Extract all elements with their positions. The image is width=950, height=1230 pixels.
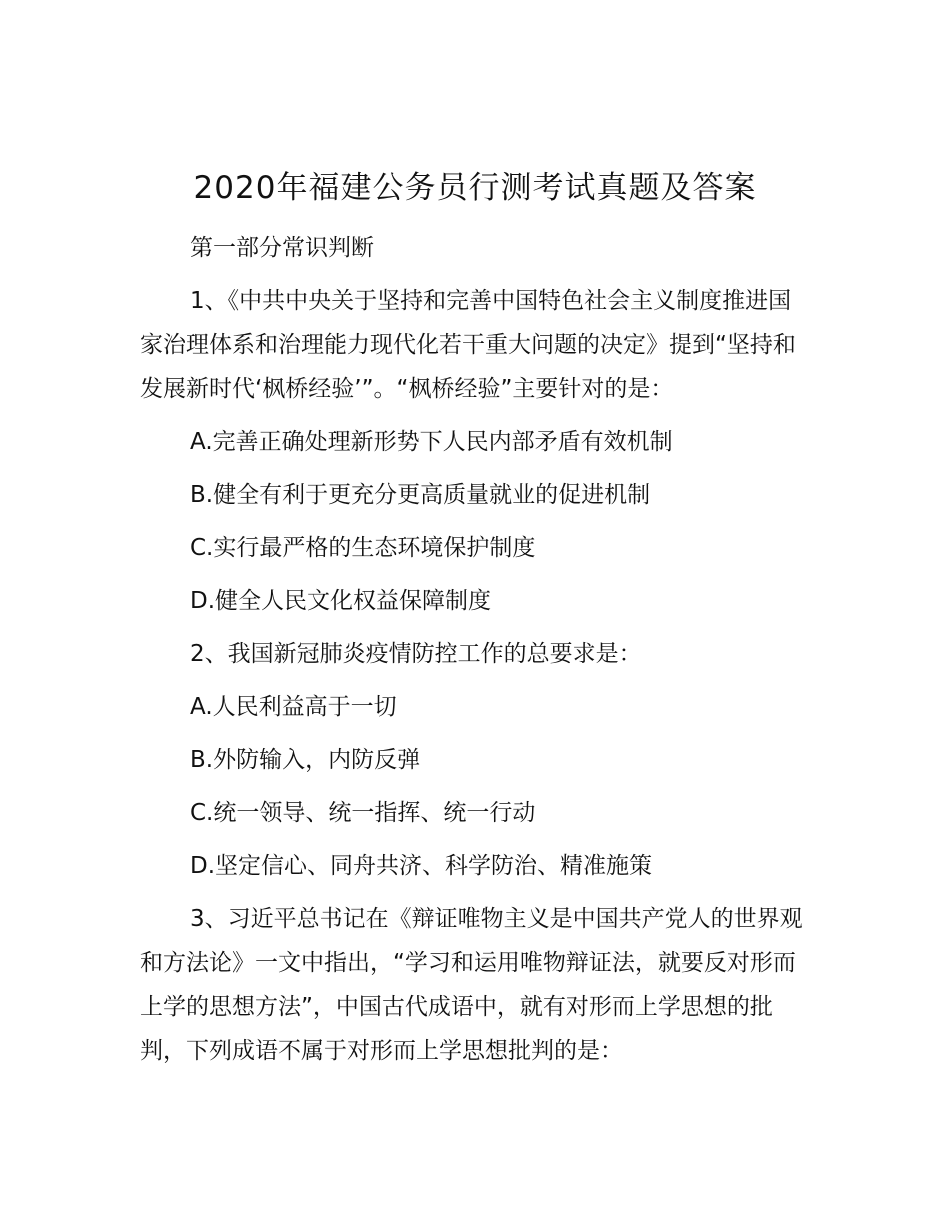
question-2-option-d: D.坚定信心、同舟共济、科学防治、精准施策 xyxy=(190,853,653,879)
question-1-option-c: C.实行最严格的生态环境保护制度 xyxy=(190,535,536,561)
document-body xyxy=(140,226,812,1073)
page-title: 2020年福建公务员行测考试真题及答案 xyxy=(193,170,757,206)
question-1-option-d: D.健全人民文化权益保障制度 xyxy=(190,588,492,614)
question-1-option-b: B.健全有利于更充分更高质量就业的促进机制 xyxy=(190,482,651,508)
question-1-option-a: A.完善正确处理新形势下人民内部矛盾有效机制 xyxy=(190,429,673,455)
question-1-stem: 1、《中共中央关于坚持和完善中国特色社会主义制度推进国家治理体系和治理能力现代化若干重大问题的决定》提到“坚持和发展新时代‘枫桥经验’”。“枫桥经验”主要针对的是： xyxy=(140,288,796,402)
question-2-option-a: A.人民利益高于一切 xyxy=(190,694,397,720)
question-2-stem: 2、我国新冠肺炎疫情防控工作的总要求是： xyxy=(190,641,642,667)
question-3-stem: 3、习近平总书记在《辩证唯物主义是中国共产党人的世界观和方法论》一文中指出，“学习和运用唯物辩证法，就要反对形而上学的思想方法”，中国古代成语中，就有对形而上学思想的批判，下列成语不属于对形而上学思想批判的是： xyxy=(140,906,803,1064)
section-heading: 第一部分常识判断 xyxy=(190,235,374,261)
question-2-option-b: B.外防输入，内防反弹 xyxy=(190,747,421,773)
question-2-option-c: C.统一领导、统一指挥、统一行动 xyxy=(190,800,536,826)
